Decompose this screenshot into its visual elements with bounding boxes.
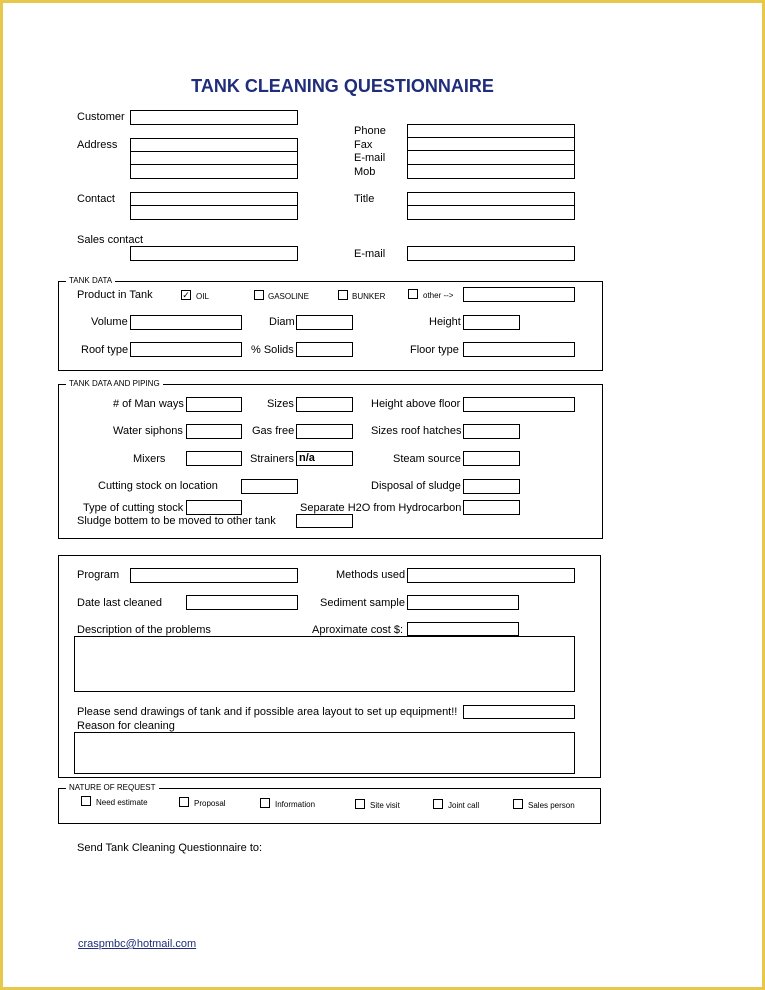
- strainers-label: Strainers: [250, 453, 295, 465]
- type-cutting-stock-label: Type of cutting stock: [83, 502, 184, 514]
- height-label: Height: [429, 316, 461, 328]
- disposal-sludge-label: Disposal of sludge: [371, 480, 461, 492]
- sludge-bottom-label: Sludge bottem to be moved to other tank: [77, 515, 276, 527]
- gas-free-label: Gas free: [252, 425, 295, 437]
- title-label: Title: [354, 193, 375, 205]
- phone-label: Phone: [354, 125, 386, 137]
- other-label: other -->: [423, 291, 454, 300]
- approx-cost-label: Aproximate cost $:: [312, 624, 404, 636]
- send-drawings-field[interactable]: [463, 705, 575, 719]
- sizes-roof-hatches-label: Sizes roof hatches: [371, 425, 462, 437]
- other-checkbox[interactable]: [408, 289, 418, 299]
- gasoline-checkbox[interactable]: [254, 290, 264, 300]
- mixers-field[interactable]: [186, 451, 242, 466]
- nature-request-legend: NATURE OF REQUEST: [66, 783, 159, 793]
- customer-label: Customer: [77, 111, 125, 123]
- disposal-sludge-field[interactable]: [463, 479, 520, 494]
- phone-field[interactable]: [407, 124, 575, 138]
- floor-type-label: Floor type: [410, 344, 459, 356]
- description-label: Description of the problems: [77, 624, 211, 636]
- separate-h2o-field[interactable]: [463, 500, 520, 515]
- water-siphons-field[interactable]: [186, 424, 242, 439]
- sediment-sample-label: Sediment sample: [320, 597, 405, 609]
- product-in-tank-label: Product in Tank: [77, 289, 153, 301]
- address-label: Address: [77, 139, 118, 151]
- sales-person-label: Sales person: [528, 801, 575, 810]
- site-visit-checkbox[interactable]: [355, 799, 365, 809]
- site-visit-label: Site visit: [370, 801, 400, 810]
- send-drawings-label: Please send drawings of tank and if possible area layout to set up equipment!!: [77, 706, 458, 718]
- water-siphons-label: Water siphons: [113, 425, 183, 437]
- type-cutting-stock-field[interactable]: [186, 500, 242, 515]
- height-above-floor-label: Height above floor: [371, 398, 461, 410]
- reason-label: Reason for cleaning: [77, 720, 175, 732]
- oil-checkbox[interactable]: ✓: [182, 290, 190, 300]
- address-field-3[interactable]: [130, 164, 298, 179]
- gasoline-label: GASOLINE: [268, 292, 309, 301]
- email-field[interactable]: [407, 150, 575, 165]
- sizes-label: Sizes: [267, 398, 294, 410]
- joint-call-label: Joint call: [448, 801, 480, 810]
- address-field-1[interactable]: [130, 138, 298, 152]
- customer-field[interactable]: [130, 110, 298, 125]
- need-estimate-label: Need estimate: [96, 798, 148, 807]
- gas-free-field[interactable]: [296, 424, 353, 439]
- information-label: Information: [275, 800, 316, 809]
- cutting-stock-location-field[interactable]: [241, 479, 298, 494]
- email-label: E-mail: [354, 152, 386, 164]
- sizes-field[interactable]: [296, 397, 353, 412]
- cutting-stock-location-label: Cutting stock on location: [98, 480, 218, 492]
- floor-type-field[interactable]: [463, 342, 575, 357]
- proposal-label: Proposal: [194, 799, 226, 808]
- approx-cost-field[interactable]: [407, 622, 519, 636]
- other-field[interactable]: [463, 287, 575, 302]
- sediment-sample-field[interactable]: [407, 595, 519, 610]
- program-label: Program: [77, 569, 120, 581]
- information-checkbox[interactable]: [260, 798, 270, 808]
- sludge-bottom-field[interactable]: [296, 514, 353, 528]
- tank-piping-legend: TANK DATA AND PIPING: [66, 379, 163, 389]
- steam-source-label: Steam source: [393, 453, 461, 465]
- title-field-1[interactable]: [407, 192, 575, 206]
- man-ways-label: # of Man ways: [113, 398, 184, 410]
- page-title: TANK CLEANING QUESTIONNAIRE: [191, 76, 494, 96]
- sales-contact-field[interactable]: [130, 246, 298, 261]
- proposal-checkbox[interactable]: [179, 797, 189, 807]
- methods-used-field[interactable]: [407, 568, 575, 583]
- height-field[interactable]: [463, 315, 520, 330]
- diam-field[interactable]: [296, 315, 353, 330]
- address-field-2[interactable]: [130, 151, 298, 165]
- bunker-label: BUNKER: [352, 292, 386, 301]
- sales-person-checkbox[interactable]: [513, 799, 523, 809]
- sales-contact-label: Sales contact: [77, 234, 144, 246]
- fax-label: Fax: [354, 139, 373, 151]
- sizes-roof-hatches-field[interactable]: [463, 424, 520, 439]
- man-ways-field[interactable]: [186, 397, 242, 412]
- methods-used-label: Methods used: [336, 569, 406, 581]
- description-textarea[interactable]: [74, 636, 575, 692]
- contact-field-1[interactable]: [130, 192, 298, 206]
- separate-h2o-label: Separate H2O from Hydrocarbon: [300, 502, 462, 514]
- date-last-cleaned-label: Date last cleaned: [77, 597, 162, 609]
- solids-label: % Solids: [251, 344, 294, 356]
- diam-label: Diam: [269, 316, 295, 328]
- mob-field[interactable]: [407, 164, 575, 179]
- reason-textarea[interactable]: [74, 732, 575, 774]
- contact-field-2[interactable]: [130, 205, 298, 220]
- roof-type-field[interactable]: [130, 342, 242, 357]
- volume-field[interactable]: [130, 315, 242, 330]
- volume-label: Volume: [91, 316, 128, 328]
- roof-type-label: Roof type: [81, 344, 129, 356]
- title-field-2[interactable]: [407, 205, 575, 220]
- contact-email-link[interactable]: craspmbc@hotmail.com: [78, 938, 197, 950]
- program-field[interactable]: [130, 568, 298, 583]
- oil-label: OIL: [196, 292, 209, 301]
- tank-data-legend: TANK DATA: [66, 276, 115, 286]
- bunker-checkbox[interactable]: [338, 290, 348, 300]
- solids-field[interactable]: [296, 342, 353, 357]
- need-estimate-checkbox[interactable]: [81, 796, 91, 806]
- joint-call-checkbox[interactable]: [433, 799, 443, 809]
- mixers-label: Mixers: [133, 453, 166, 465]
- mob-label: Mob: [354, 166, 376, 178]
- contact-label: Contact: [77, 193, 115, 205]
- send-to-label: Send Tank Cleaning Questionnaire to:: [77, 842, 263, 854]
- email2-label: E-mail: [354, 248, 386, 260]
- email2-field[interactable]: [407, 246, 575, 261]
- strainers-field[interactable]: n/a: [296, 451, 353, 466]
- height-above-floor-field[interactable]: [463, 397, 575, 412]
- fax-field[interactable]: [407, 137, 575, 151]
- steam-source-field[interactable]: [463, 451, 520, 466]
- date-last-cleaned-field[interactable]: [186, 595, 298, 610]
